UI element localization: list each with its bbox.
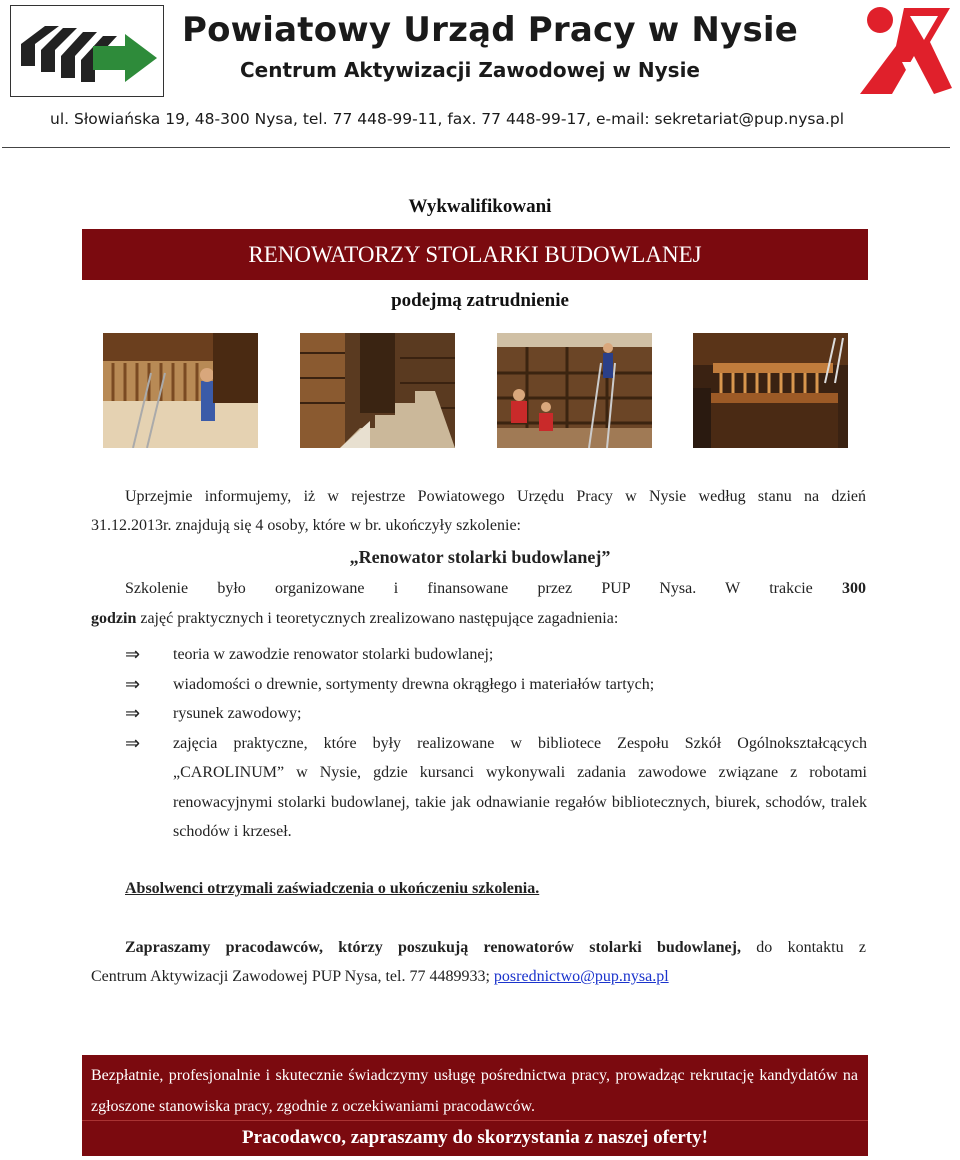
topics-intro-text: zajęć praktycznych i teoretycznych zrealizowano następujące zagadnienia: xyxy=(140,610,619,627)
offer-text: Bezpłatnie, profesjonalnie i skutecznie świadczymy usługę pośrednictwa pracy, prowadząc rekrutację kandydatów na zgłoszone stanowiska pracy, zgodnie z oczekiwaniami pracodawców. xyxy=(91,1067,858,1115)
double-arrow-icon: ⇒ xyxy=(125,732,141,754)
invite-bold-text: Zapraszamy pracodawców, którzy poszukują renowatorów stolarki budowlanej, xyxy=(125,939,741,956)
photo-gallery-balcony xyxy=(693,333,848,448)
offer-box xyxy=(82,1055,868,1156)
title-banner xyxy=(82,229,868,280)
certificate-note xyxy=(125,880,900,898)
contact-text: Centrum Aktywizacji Zawodowej PUP Nysa, tel. 77 4489933; xyxy=(91,968,494,985)
intro-line-1: Uprzejmie informujemy, iż w rejestrze Powiatowego Urzędu Pracy w Nysie według stanu na dzień xyxy=(125,488,866,505)
header-divider xyxy=(2,147,950,148)
list-item: ⇒ teoria w zawodzie renowator stolarki budowlanej; xyxy=(125,640,867,670)
office-subtitle: Centrum Aktywizacji Zawodowej w Nysie xyxy=(240,58,700,82)
course-name: „Renowator stolarki budowlanej” xyxy=(349,547,611,567)
certificate-text: Absolwenci otrzymali zaświadczenia o ukończeniu szkolenia. xyxy=(125,880,540,897)
list-item: ⇒ rysunek zawodowy; xyxy=(125,699,867,729)
double-arrow-icon: ⇒ xyxy=(125,703,141,724)
photo-library-railing xyxy=(103,333,258,448)
photo-workers-shelves xyxy=(497,333,652,448)
page-title: RENOWATORZY STOLARKI BUDOWLANEJ xyxy=(248,241,702,267)
list-item: ⇒ zajęcia praktyczne, które były realizowane w bibliotece Zespołu Szkół Ogólnokształcących „CAROLINUM” w Nysie, gdzie kursanci wykonywali zadania zawodowe związane z robotami renowacyjnymi stolarki budowlanej, takie jak odnawianie regałów bibliotecznych, biurek, schodów, tralek schodów i krzeseł. xyxy=(125,729,867,847)
double-arrow-icon: ⇒ xyxy=(125,673,141,695)
page-subtitle: podejmą zatrudnienie xyxy=(391,290,569,311)
office-name: Powiatowy Urząd Pracy w Nysie xyxy=(182,10,798,50)
double-arrow-icon: ⇒ xyxy=(125,644,141,665)
intro-line-2: 31.12.2013r. znajdują się 4 osoby, które w br. ukończyły szkolenie: xyxy=(91,517,521,534)
arrows-logo-icon xyxy=(11,6,163,96)
office-contact-line: ul. Słowiańska 19, 48-300 Nysa, tel. 77 448-99-11, fax. 77 448-99-17, e-mail: sekretariat@pup.nysa.pl xyxy=(50,110,845,128)
brand-logo xyxy=(852,2,958,98)
photo-library-stairs xyxy=(300,333,455,448)
page-kicker: Wykwalifikowani xyxy=(408,196,552,217)
offer-cta: Pracodawco, zapraszamy do skorzystania z naszej oferty! xyxy=(242,1127,708,1148)
office-logo xyxy=(10,5,164,97)
hours-unit: godzin xyxy=(91,610,137,627)
organized-text: Szkolenie było organizowane i finansowane przez PUP Nysa. W trakcie xyxy=(125,580,813,597)
course-hours: 300 xyxy=(842,580,867,597)
contact-line xyxy=(91,968,866,986)
topics-intro xyxy=(91,610,866,628)
email-link[interactable]: posrednictwo@pup.nysa.pl xyxy=(493,968,669,985)
organized-line xyxy=(125,580,866,598)
list-item: ⇒ wiadomości o drewnie, sortymenty drewna okrągłego i materiałów tartych; xyxy=(125,670,867,700)
invite-line xyxy=(125,939,866,957)
figure-logo-icon xyxy=(852,2,958,98)
topics-list xyxy=(125,640,867,847)
invite-rest-text: do kontaktu z xyxy=(741,939,867,956)
letterhead xyxy=(0,0,960,150)
